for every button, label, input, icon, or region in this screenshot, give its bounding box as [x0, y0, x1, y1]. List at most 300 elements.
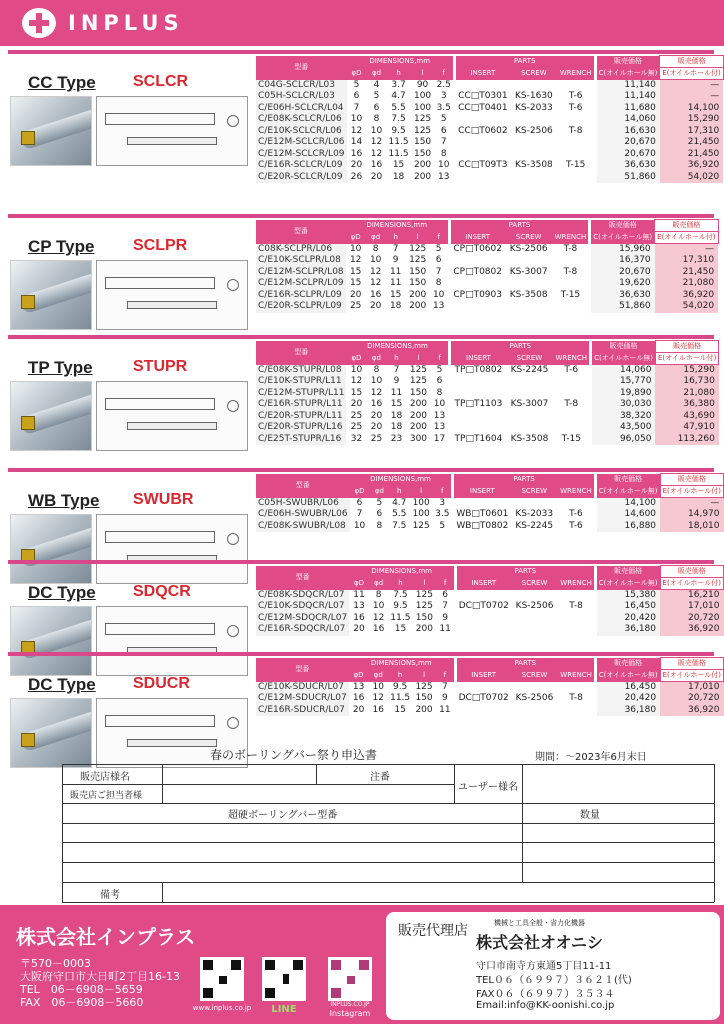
- dim-cell: 6: [435, 255, 442, 266]
- price-c-cell: 15,770: [592, 376, 655, 388]
- dim-cell: 13: [438, 171, 450, 182]
- dim-cell: 9.5: [393, 601, 408, 612]
- type-name: CP Type: [28, 237, 95, 256]
- dim-cell: 7.5: [391, 114, 406, 125]
- part-cell: KS-2033: [515, 509, 554, 520]
- price-c-cell: 38,320: [592, 411, 655, 423]
- part-cell: [553, 301, 589, 313]
- col-part: INSERT: [451, 353, 505, 365]
- dim-cell: 6: [356, 497, 363, 508]
- col-e: E(オイルホール付): [655, 353, 718, 365]
- dim-cell: 12: [372, 693, 384, 704]
- col-dim: l: [406, 353, 430, 365]
- dealer-box: [386, 912, 720, 1020]
- col-dim: φD: [350, 486, 370, 498]
- model-cell: C/E16R-SCLPR/L09: [256, 290, 346, 302]
- price-c-cell: 14,100: [597, 498, 660, 510]
- line-label: LINE: [271, 1004, 297, 1015]
- part-cell: T-8: [564, 399, 579, 410]
- model-cell: C/E08K-SDQCR/L07: [256, 590, 349, 602]
- col-price: 販売価格: [597, 566, 660, 578]
- dealer-tel: TEL０６（６９９７）３６２１(代): [476, 975, 632, 986]
- dim-cell: 18: [390, 410, 403, 421]
- dim-cell: 100: [413, 102, 432, 113]
- price-c-cell: 16,630: [597, 126, 660, 138]
- col-model: 型番: [256, 341, 346, 365]
- price-e-cell: 36,380: [655, 399, 718, 411]
- col-dim: f: [430, 353, 448, 365]
- dim-cell: 20: [349, 289, 362, 300]
- dim-cell: 11: [439, 624, 451, 635]
- col-c: C(オイルホール無): [591, 232, 654, 244]
- instagram-qr-icon[interactable]: [328, 957, 372, 1001]
- shop-name-label: 販売店様名: [80, 772, 130, 783]
- col-dims: DIMENSIONS,mm: [349, 658, 454, 670]
- part-cell: T-8: [569, 601, 583, 612]
- col-e: E(オイルホール付): [660, 670, 723, 682]
- insert-icon: [21, 416, 35, 430]
- part-cell: DC□T0702: [458, 693, 509, 704]
- type-name: TP Type: [28, 358, 93, 377]
- table-row: [256, 172, 723, 184]
- price-e-cell: 36,920: [660, 705, 723, 717]
- model-cell: C/E12M-SCLCR/L09: [258, 148, 345, 159]
- col-dims: DIMENSIONS,mm: [347, 56, 453, 68]
- spec-table: [256, 55, 724, 183]
- part-cell: [553, 255, 589, 267]
- part-cell: T-6: [568, 102, 583, 113]
- part-cell: T-15: [561, 433, 581, 444]
- part-cell: KS-3007: [509, 266, 548, 277]
- price-c-cell: 51,860: [597, 172, 660, 184]
- dim-cell: 15: [394, 624, 407, 635]
- dim-cell: 7: [392, 243, 399, 254]
- dim-cell: 5.5: [392, 509, 407, 520]
- price-e-cell: 14,970: [660, 509, 723, 521]
- price-c-cell: 20,670: [591, 267, 654, 279]
- dim-cell: 10: [433, 399, 446, 410]
- price-e-cell: 21,080: [655, 388, 718, 400]
- type-name: DC Type: [28, 583, 96, 602]
- part-cell: [558, 590, 594, 602]
- user-name-label: ユーザー様名: [458, 782, 518, 793]
- model-cell: C/E06H-SWUBR/L06: [258, 509, 348, 520]
- quantity-input[interactable]: [523, 824, 713, 881]
- col-parts: PARTS: [451, 341, 589, 353]
- part-cell: T-8: [563, 243, 578, 254]
- col-dim: φd: [369, 486, 389, 498]
- col-dims: DIMENSIONS,mm: [346, 341, 448, 353]
- dim-cell: 10: [438, 160, 450, 171]
- order-no-label: 注番: [370, 772, 390, 783]
- dim-cell: 20: [350, 160, 363, 171]
- part-cell: CP□T0802: [453, 266, 502, 277]
- part-cell: [511, 624, 558, 636]
- part-cell: [454, 498, 510, 510]
- part-cell: CC□T0401: [458, 102, 508, 113]
- col-dim: φD: [346, 353, 366, 365]
- dim-cell: 7: [435, 266, 442, 277]
- dim-cell: 7: [393, 364, 400, 375]
- dealer-tagline: 機械と工具全般・省力化機器: [494, 919, 585, 927]
- table-row: [256, 267, 718, 279]
- dim-cell: 200: [415, 624, 433, 635]
- model-cell: C/E12M-SCLCR/L06: [258, 137, 345, 148]
- price-e-cell: 15,290: [660, 114, 723, 126]
- model-cell: C/E16R-STUPR/L11: [256, 399, 346, 411]
- col-c: C(オイルホール無): [597, 578, 660, 590]
- price-e-cell: 47,910: [655, 422, 718, 434]
- dim-cell: 125: [415, 681, 433, 692]
- part-cell: CC□T0301: [458, 91, 508, 102]
- order-form-title: 春のボーリングバー祭り申込書: [210, 748, 378, 762]
- model-cell: C/E10K-SCLPR/L08: [256, 255, 346, 267]
- dim-cell: 7.5: [392, 520, 407, 531]
- dim-cell: 12: [370, 148, 383, 159]
- part-cell: T-6: [568, 91, 583, 102]
- tool-drawing: [96, 381, 248, 451]
- tool-photo: [10, 260, 92, 330]
- part-cell: [457, 613, 511, 625]
- model-cell: C05H-SWUBR/L06: [256, 498, 350, 510]
- model-cell: C08K-SCLPR/L06: [256, 244, 346, 256]
- shop-name-input[interactable]: [163, 765, 315, 783]
- col-c: C(オイルホール無): [597, 670, 660, 682]
- price-e-cell: 16,210: [660, 590, 723, 602]
- part-cell: [451, 411, 505, 423]
- dim-cell: 26: [350, 171, 363, 182]
- dim-cell: 2.5: [436, 79, 451, 90]
- dim-cell: 15: [390, 399, 403, 410]
- part-cell: CC□T0602: [458, 125, 508, 136]
- dim-cell: 8: [375, 589, 382, 600]
- table-row: [256, 255, 718, 267]
- dim-cell: 20: [352, 704, 365, 715]
- dim-cell: 11: [389, 266, 402, 277]
- table-row: [256, 498, 724, 510]
- section-divider: [8, 335, 714, 339]
- table-row: [256, 601, 724, 613]
- table-row: [256, 509, 724, 521]
- table-row: [256, 434, 719, 446]
- dim-cell: 125: [412, 520, 430, 531]
- dim-cell: 12: [370, 387, 383, 398]
- price-e-cell: 17,310: [660, 126, 723, 138]
- dim-cell: 32: [350, 433, 363, 444]
- type-name: DC Type: [28, 675, 96, 694]
- dim-cell: 6: [353, 91, 360, 102]
- dim-cell: 10: [372, 601, 385, 612]
- part-cell: [451, 388, 505, 400]
- col-dims: DIMENSIONS,mm: [350, 474, 452, 486]
- price-c-cell: 16,450: [597, 601, 660, 613]
- dim-cell: 20: [350, 399, 363, 410]
- table-row: [256, 705, 724, 717]
- price-e-cell: 21,450: [655, 267, 718, 279]
- dim-cell: 3.5: [436, 102, 451, 113]
- table-row: [256, 80, 723, 92]
- part-cell: [558, 613, 594, 625]
- dim-cell: 16: [369, 289, 382, 300]
- col-part: INSERT: [457, 670, 511, 682]
- part-cell: T-15: [560, 289, 581, 300]
- quantity-label: 数量: [580, 810, 600, 821]
- dim-cell: 7: [440, 137, 447, 148]
- col-dims: DIMENSIONS,mm: [349, 566, 454, 578]
- col-model: 型番: [256, 566, 349, 590]
- type-code: SCLPR: [133, 237, 188, 254]
- tool-drawing: [96, 514, 248, 584]
- dim-cell: 16: [372, 624, 385, 635]
- section-divider: [8, 560, 714, 564]
- dim-cell: 150: [413, 148, 432, 159]
- dim-cell: 6: [376, 509, 383, 520]
- insert-icon: [21, 295, 35, 309]
- col-c: C(オイルホール無): [597, 486, 660, 498]
- dim-cell: 11.5: [388, 148, 409, 159]
- part-cell: KS-3007: [510, 399, 549, 410]
- part-cell: [553, 422, 589, 434]
- dim-cell: 12: [369, 266, 382, 277]
- dim-cell: 300: [409, 433, 428, 444]
- col-part: WRENCH: [558, 68, 594, 80]
- part-cell: [451, 422, 505, 434]
- model-cell: C/E12M-SDUCR/L07: [258, 693, 347, 704]
- dim-cell: 125: [413, 125, 432, 136]
- part-cell: KS-2506: [515, 601, 554, 612]
- part-cell: [510, 172, 558, 184]
- model-cell: C/E20R-SCLPR/L09: [256, 301, 346, 313]
- tool-drawing: [96, 606, 248, 676]
- col-part: WRENCH: [553, 232, 589, 244]
- price-e-cell: 36,920: [660, 624, 723, 636]
- col-dim: l: [412, 578, 436, 590]
- dim-cell: 10: [353, 520, 366, 531]
- insert-icon: [21, 131, 35, 145]
- user-name-input[interactable]: [523, 765, 713, 802]
- part-cell: [505, 422, 553, 434]
- type-code: STUPR: [133, 358, 188, 375]
- part-cell: KS-2245: [510, 364, 549, 375]
- tool-drawing: [96, 260, 248, 330]
- table-row: [256, 693, 724, 705]
- col-part: WRENCH: [558, 578, 594, 590]
- col-part: INSERT: [456, 68, 510, 80]
- dim-cell: 6: [440, 125, 447, 136]
- remarks-input[interactable]: [163, 883, 713, 901]
- part-cell: KS-2245: [515, 520, 554, 531]
- dim-cell: 4: [373, 79, 380, 90]
- part-cell: [553, 411, 589, 423]
- col-dim: φD: [346, 232, 366, 244]
- dim-cell: 9: [442, 612, 448, 623]
- col-dim: f: [435, 68, 453, 80]
- table-row: [256, 365, 719, 377]
- part-cell: [511, 705, 559, 717]
- dim-cell: 15: [349, 266, 362, 277]
- dim-cell: 13: [433, 422, 446, 433]
- price-c-cell: 15,380: [597, 590, 660, 602]
- line-qr-icon[interactable]: [262, 957, 306, 1001]
- table-row: [256, 301, 718, 313]
- section-divider: [8, 652, 714, 656]
- col-dim: φd: [367, 68, 387, 80]
- col-dim: φd: [366, 232, 386, 244]
- dim-cell: 25: [370, 433, 383, 444]
- price-c-cell: 11,140: [597, 80, 660, 92]
- part-cell: [510, 149, 558, 161]
- price-e-cell: 21,080: [655, 278, 718, 290]
- header-band: [0, 0, 724, 46]
- part-cell: T-6: [569, 520, 583, 531]
- dim-cell: 8: [435, 278, 442, 289]
- part-cell: [558, 149, 594, 161]
- col-e: E(オイルホール付): [660, 578, 723, 590]
- col-dim: φD: [347, 68, 367, 80]
- part-cell: T-8: [569, 693, 583, 704]
- dim-cell: 200: [413, 160, 432, 171]
- col-dim: f: [430, 232, 448, 244]
- dim-cell: 20: [370, 410, 383, 421]
- price-c-cell: 16,370: [591, 255, 654, 267]
- spec-table: [256, 565, 724, 636]
- model-cell: C/E12M-SDQCR/L07: [258, 612, 348, 623]
- model-cell: C05H-SCLCR/L03: [256, 91, 347, 103]
- table-row: [256, 521, 724, 533]
- part-cell: [558, 172, 594, 184]
- dim-cell: 8: [436, 387, 443, 398]
- dim-cell: 13: [432, 301, 445, 312]
- part-cell: [505, 301, 553, 313]
- col-part: SCREW: [505, 353, 553, 365]
- inplus-logo-icon: [22, 8, 56, 38]
- col-parts: PARTS: [451, 220, 589, 232]
- dim-cell: 7: [353, 102, 360, 113]
- dim-cell: 16: [372, 704, 384, 715]
- type-code: SDQCR: [133, 583, 191, 600]
- col-dim: l: [406, 232, 430, 244]
- dealer-address: 守口市南寺方東通5丁目11-11: [476, 961, 612, 972]
- product-input[interactable]: [63, 824, 521, 881]
- part-cell: TP□T1103: [454, 399, 503, 410]
- dim-cell: 25: [350, 410, 363, 421]
- dim-cell: 12: [369, 278, 382, 289]
- dim-cell: 125: [409, 376, 428, 387]
- col-model: 型番: [256, 220, 346, 244]
- instagram-label: Instagram: [329, 1009, 371, 1018]
- type-code: SCLCR: [133, 73, 189, 90]
- model-cell: C/E16R-SCLCR/L09: [256, 160, 347, 172]
- dim-cell: 13: [352, 681, 365, 692]
- price-c-cell: 36,180: [597, 624, 660, 636]
- col-model: 型番: [256, 658, 349, 682]
- section-divider: [8, 468, 714, 472]
- remarks-label: 備考: [100, 890, 120, 901]
- part-cell: [457, 590, 511, 602]
- table-row: [256, 137, 723, 149]
- price-c-cell: 14,600: [597, 509, 660, 521]
- model-cell: C/E20R-SCLCR/L09: [256, 172, 347, 184]
- price-c-cell: 43,500: [592, 422, 655, 434]
- part-cell: [505, 376, 553, 388]
- company-name: 株式会社インプラス: [16, 925, 196, 949]
- dim-cell: 5.5: [391, 102, 406, 113]
- price-e-cell: 21,450: [660, 149, 723, 161]
- part-cell: KS-3508: [509, 289, 548, 300]
- part-cell: T-6: [564, 364, 579, 375]
- price-e-cell: —: [660, 80, 723, 92]
- order-no-input[interactable]: [317, 785, 453, 802]
- col-model: 型番: [256, 474, 350, 498]
- col-dim: φd: [368, 670, 388, 682]
- price-c-cell: 19,890: [592, 388, 655, 400]
- spec-table: [256, 473, 724, 532]
- part-cell: KS-2506: [509, 243, 548, 254]
- dim-cell: 3: [439, 497, 446, 508]
- table-row: [256, 422, 719, 434]
- part-cell: [510, 137, 558, 149]
- dim-cell: 3.5: [435, 509, 450, 520]
- product-label: 超硬ボーリングバー型番: [228, 810, 338, 821]
- part-cell: [456, 137, 510, 149]
- dim-cell: 10: [372, 681, 384, 692]
- dim-cell: 200: [409, 289, 427, 300]
- price-e-cell: 14,100: [660, 103, 723, 115]
- dim-cell: 150: [409, 387, 428, 398]
- model-cell: C/E10K-SDUCR/L07: [256, 682, 349, 694]
- instagram-url: INPLUS.CO.JP: [330, 1001, 370, 1008]
- dim-cell: 20: [369, 301, 382, 312]
- dim-cell: 150: [415, 612, 433, 623]
- part-cell: [456, 114, 510, 126]
- col-c: C(オイルホール無): [592, 353, 655, 365]
- part-cell: [457, 705, 511, 717]
- part-cell: KS-2033: [515, 102, 553, 113]
- price-e-cell: 20,720: [660, 613, 723, 625]
- col-e: E(オイルホール付): [655, 232, 718, 244]
- model-cell: C/E06H-SCLCR/L04: [256, 103, 347, 115]
- col-price: 販売価格: [591, 220, 654, 232]
- price-e-cell: 17,310: [655, 255, 718, 267]
- price-e-cell: 54,020: [655, 301, 718, 313]
- col-e: E(オイルホール付): [660, 486, 723, 498]
- price-c-cell: 14,060: [592, 365, 655, 377]
- order-deadline: 期間：～2023年6月末日: [535, 752, 647, 763]
- part-cell: [510, 114, 558, 126]
- dim-cell: 90: [416, 79, 429, 90]
- insert-icon: [21, 733, 35, 747]
- dim-cell: 12: [350, 125, 363, 136]
- tool-photo: [10, 606, 92, 676]
- table-row: [256, 399, 719, 411]
- dim-cell: 100: [412, 509, 430, 520]
- part-cell: TP□T0802: [454, 364, 503, 375]
- part-cell: TP□T1604: [454, 433, 503, 444]
- dim-cell: 16: [353, 612, 365, 623]
- table-row: [256, 376, 719, 388]
- dim-cell: 11: [439, 704, 451, 715]
- price-c-cell: 20,670: [597, 149, 660, 161]
- price-e-cell: 36,920: [660, 160, 723, 172]
- dim-cell: 15: [350, 387, 363, 398]
- col-c: C(オイルホール無): [597, 68, 660, 80]
- col-dim: h: [386, 353, 406, 365]
- model-cell: C/E08K-SCLCR/L06: [256, 114, 347, 126]
- dim-cell: 16: [352, 693, 365, 704]
- website-qr-icon[interactable]: [200, 957, 244, 1001]
- tool-photo: [10, 698, 92, 768]
- dim-cell: 4.7: [391, 91, 406, 102]
